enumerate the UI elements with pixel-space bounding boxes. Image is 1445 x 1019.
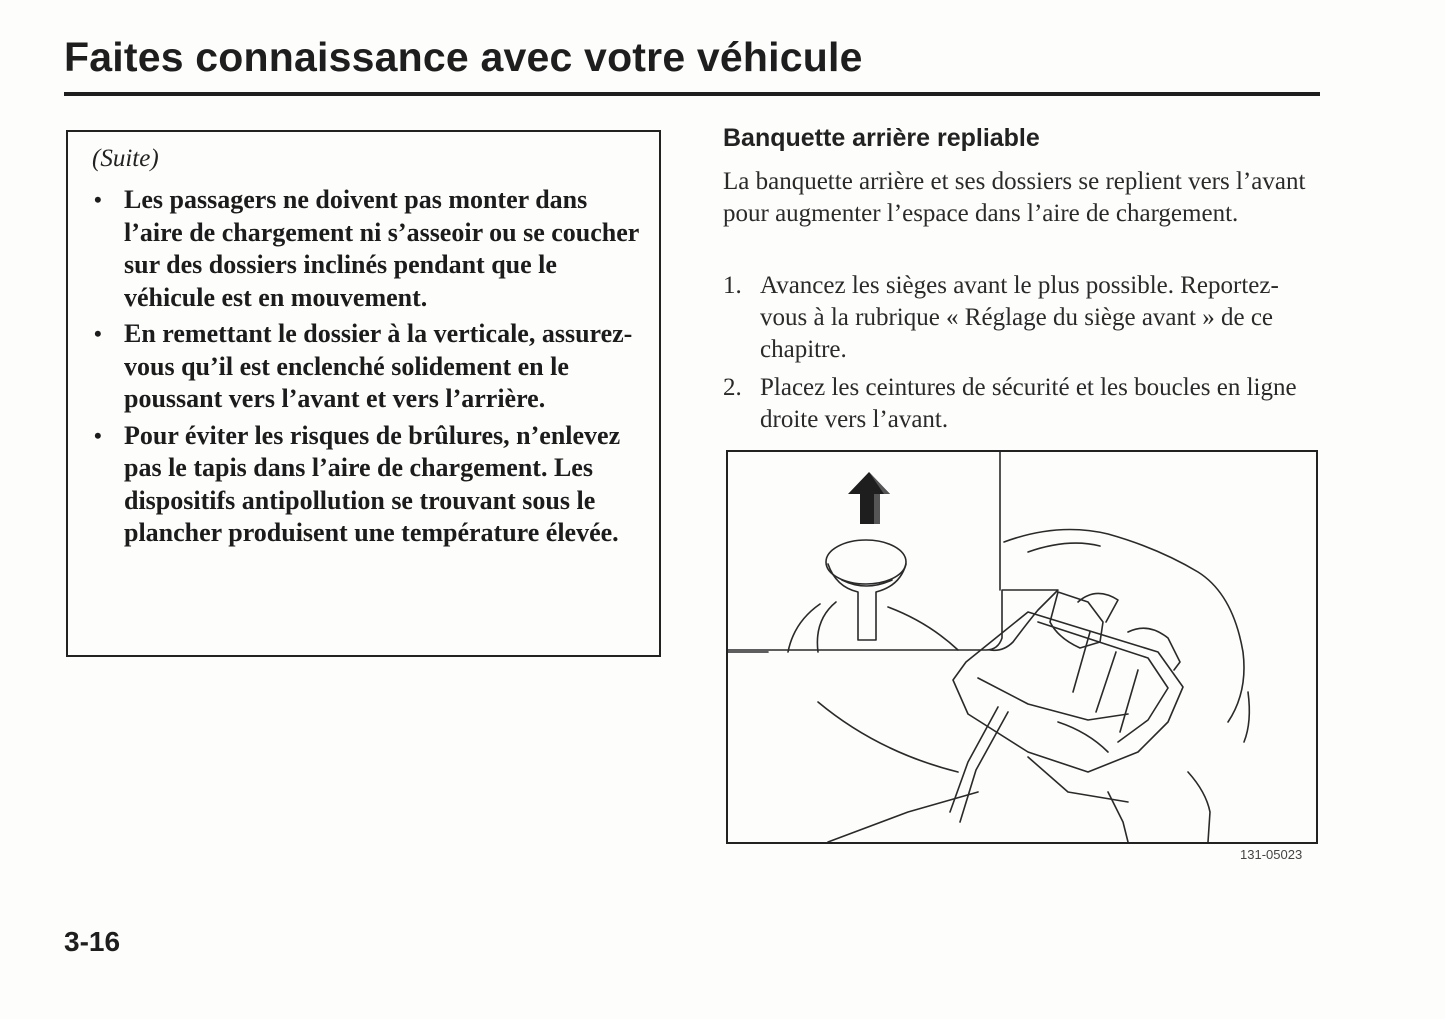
warning-continued-label: (Suite) <box>92 145 159 172</box>
step-text: Placez les ceintures de sécurité et les boucles en ligne droite vers l’avant. <box>760 374 1297 433</box>
step-number: 2. <box>723 374 742 401</box>
bullet-icon: • <box>94 422 102 448</box>
step-item <box>723 372 1323 436</box>
warning-item-text: Pour éviter les risques de brûlures, n’enlevez pas le tapis dans l’aire de chargement. Les dispositifs antipollution se trouvant sous le plancher produisent une température élevée. <box>124 420 621 547</box>
up-arrow-icon <box>848 472 890 524</box>
section-intro: La banquette arrière et ses dossiers se replient vers l’avant pour augmenter l’espace dans l’aire de chargement. <box>723 168 1306 227</box>
warning-item-text: Les passagers ne doivent pas monter dans l’aire de chargement ni s’asseoir ou se coucher sur des dossiers inclinés pendant que le véhicule est en mouvement. <box>124 185 639 312</box>
section-heading: Banquette arrière repliable <box>723 124 1040 152</box>
warning-list <box>90 184 645 554</box>
figure-code: 131-05023 <box>1240 847 1303 862</box>
warning-item <box>90 318 645 416</box>
inset-frame <box>728 590 1058 650</box>
bullet-icon: • <box>94 321 102 346</box>
warning-item-text: En remettant le dossier à la verticale, assurez-vous qu’il est enclenché solidement en le poussant vers l’avant et vers l’arrière. <box>124 319 633 413</box>
warning-item <box>90 184 645 314</box>
step-number: 1. <box>723 272 742 299</box>
seat-figure <box>726 450 1318 844</box>
warning-box <box>66 130 661 657</box>
rear-seat-illustration <box>728 530 1249 843</box>
warning-item <box>90 420 645 550</box>
steps-list <box>723 270 1323 442</box>
step-item <box>723 270 1323 366</box>
step-text: Avancez les sièges avant le plus possible. Reportez-vous à la rubrique « Réglage du siège avant » de ce chapitre. <box>760 272 1279 363</box>
title-rule <box>64 92 1320 96</box>
page-number: 3-16 <box>64 926 121 957</box>
page-title: Faites connaissance avec votre véhicule <box>64 34 863 80</box>
seat-illustration <box>728 452 1316 842</box>
headrest-knob-icon <box>826 540 906 584</box>
bullet-icon: • <box>94 187 102 212</box>
